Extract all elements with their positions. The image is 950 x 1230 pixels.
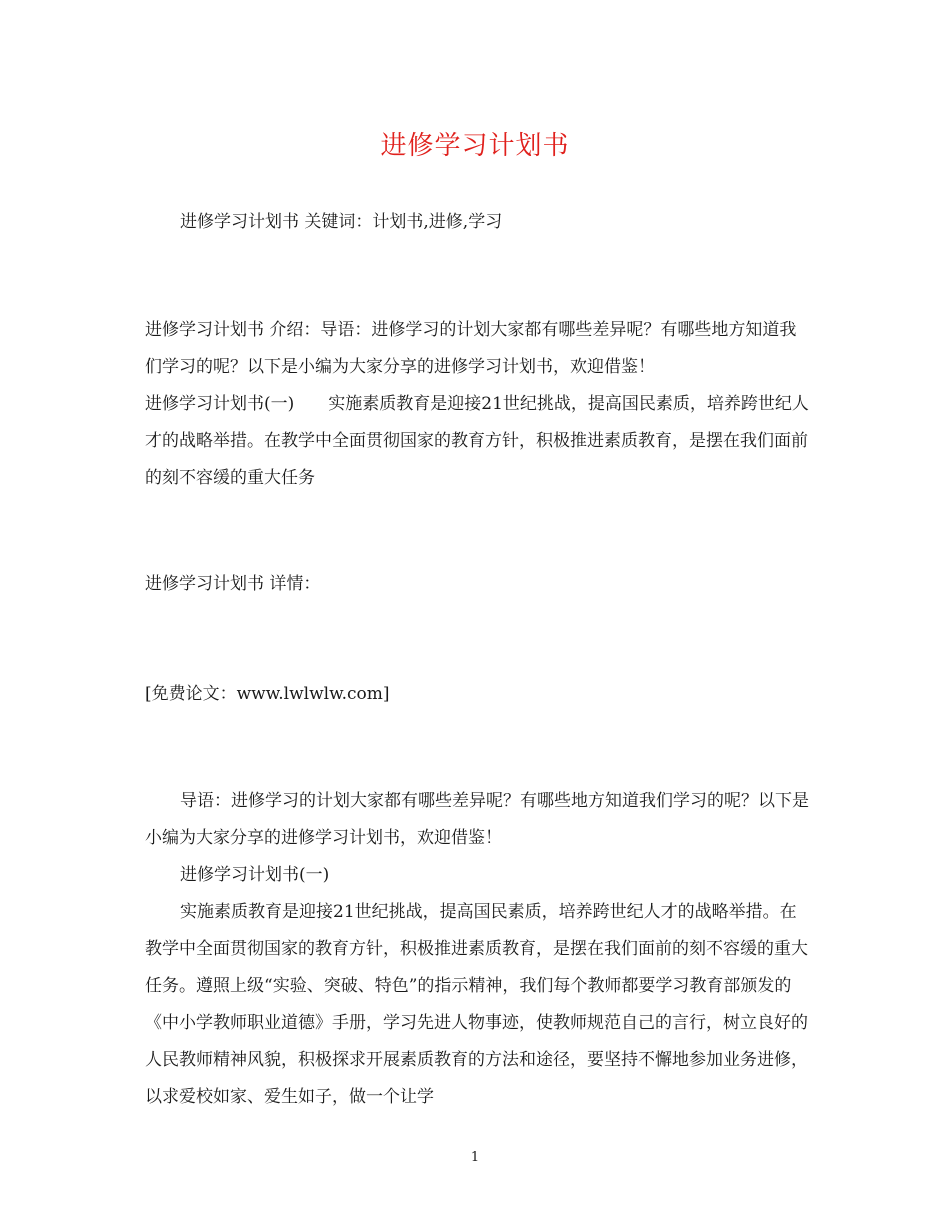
body-paragraph: 实施素质教育是迎接21世纪挑战，提高国民素质，培养跨世纪人才的战略举措。在教学中全面贯彻国家的教育方针，积极推进素质教育，是摆在我们面前的刻不容缓的重大任务。遵照上级“实验、突破、特色”的指示精神，我们每个教师都要学习教育部颁发的《中小学教师职业道德》手册，学习先进人物事迹，使教师规范自己的言行，树立良好的人民教师精神风貌，积极探求开展素质教育的方法和途径，要坚持不懈地参加业务进修，以求爱校如家、爱生如子，做一个让学 xyxy=(145,902,808,1107)
intro-section-line: 进修学习计划书(一) 实施素质教育是迎接21世纪挑战，提高国民素质，培养跨世纪人才的战略举措。在教学中全面贯彻国家的教育方针，积极推进素质教育，是摆在我们面前的刻不容缓的重大任务 xyxy=(145,394,809,488)
intro-section xyxy=(145,312,810,497)
keywords-line xyxy=(145,204,810,241)
source-line xyxy=(145,676,810,713)
document-title: 进修学习计划书 xyxy=(380,131,570,161)
keywords-text: 进修学习计划书 关键词：计划书,进修,学习 xyxy=(180,212,503,232)
detail-label-line xyxy=(145,566,810,603)
source-text: [免费论文：www.lwlwlw.com] xyxy=(145,684,390,704)
intro-text: 进修学习计划书 介绍：导语：进修学习的计划大家都有哪些差异呢？有哪些地方知道我们学习的呢？以下是小编为大家分享的进修学习计划书，欢迎借鉴！ xyxy=(145,320,797,377)
body-section xyxy=(145,783,810,1116)
guide-paragraph: 导语：进修学习的计划大家都有哪些差异呢？有哪些地方知道我们学习的呢？以下是小编为大家分享的进修学习计划书，欢迎借鉴！ xyxy=(145,791,809,848)
detail-label: 进修学习计划书 详情： xyxy=(145,574,321,594)
page-number: 1 xyxy=(470,1150,480,1165)
section-heading: 进修学习计划书(一) xyxy=(180,865,330,885)
